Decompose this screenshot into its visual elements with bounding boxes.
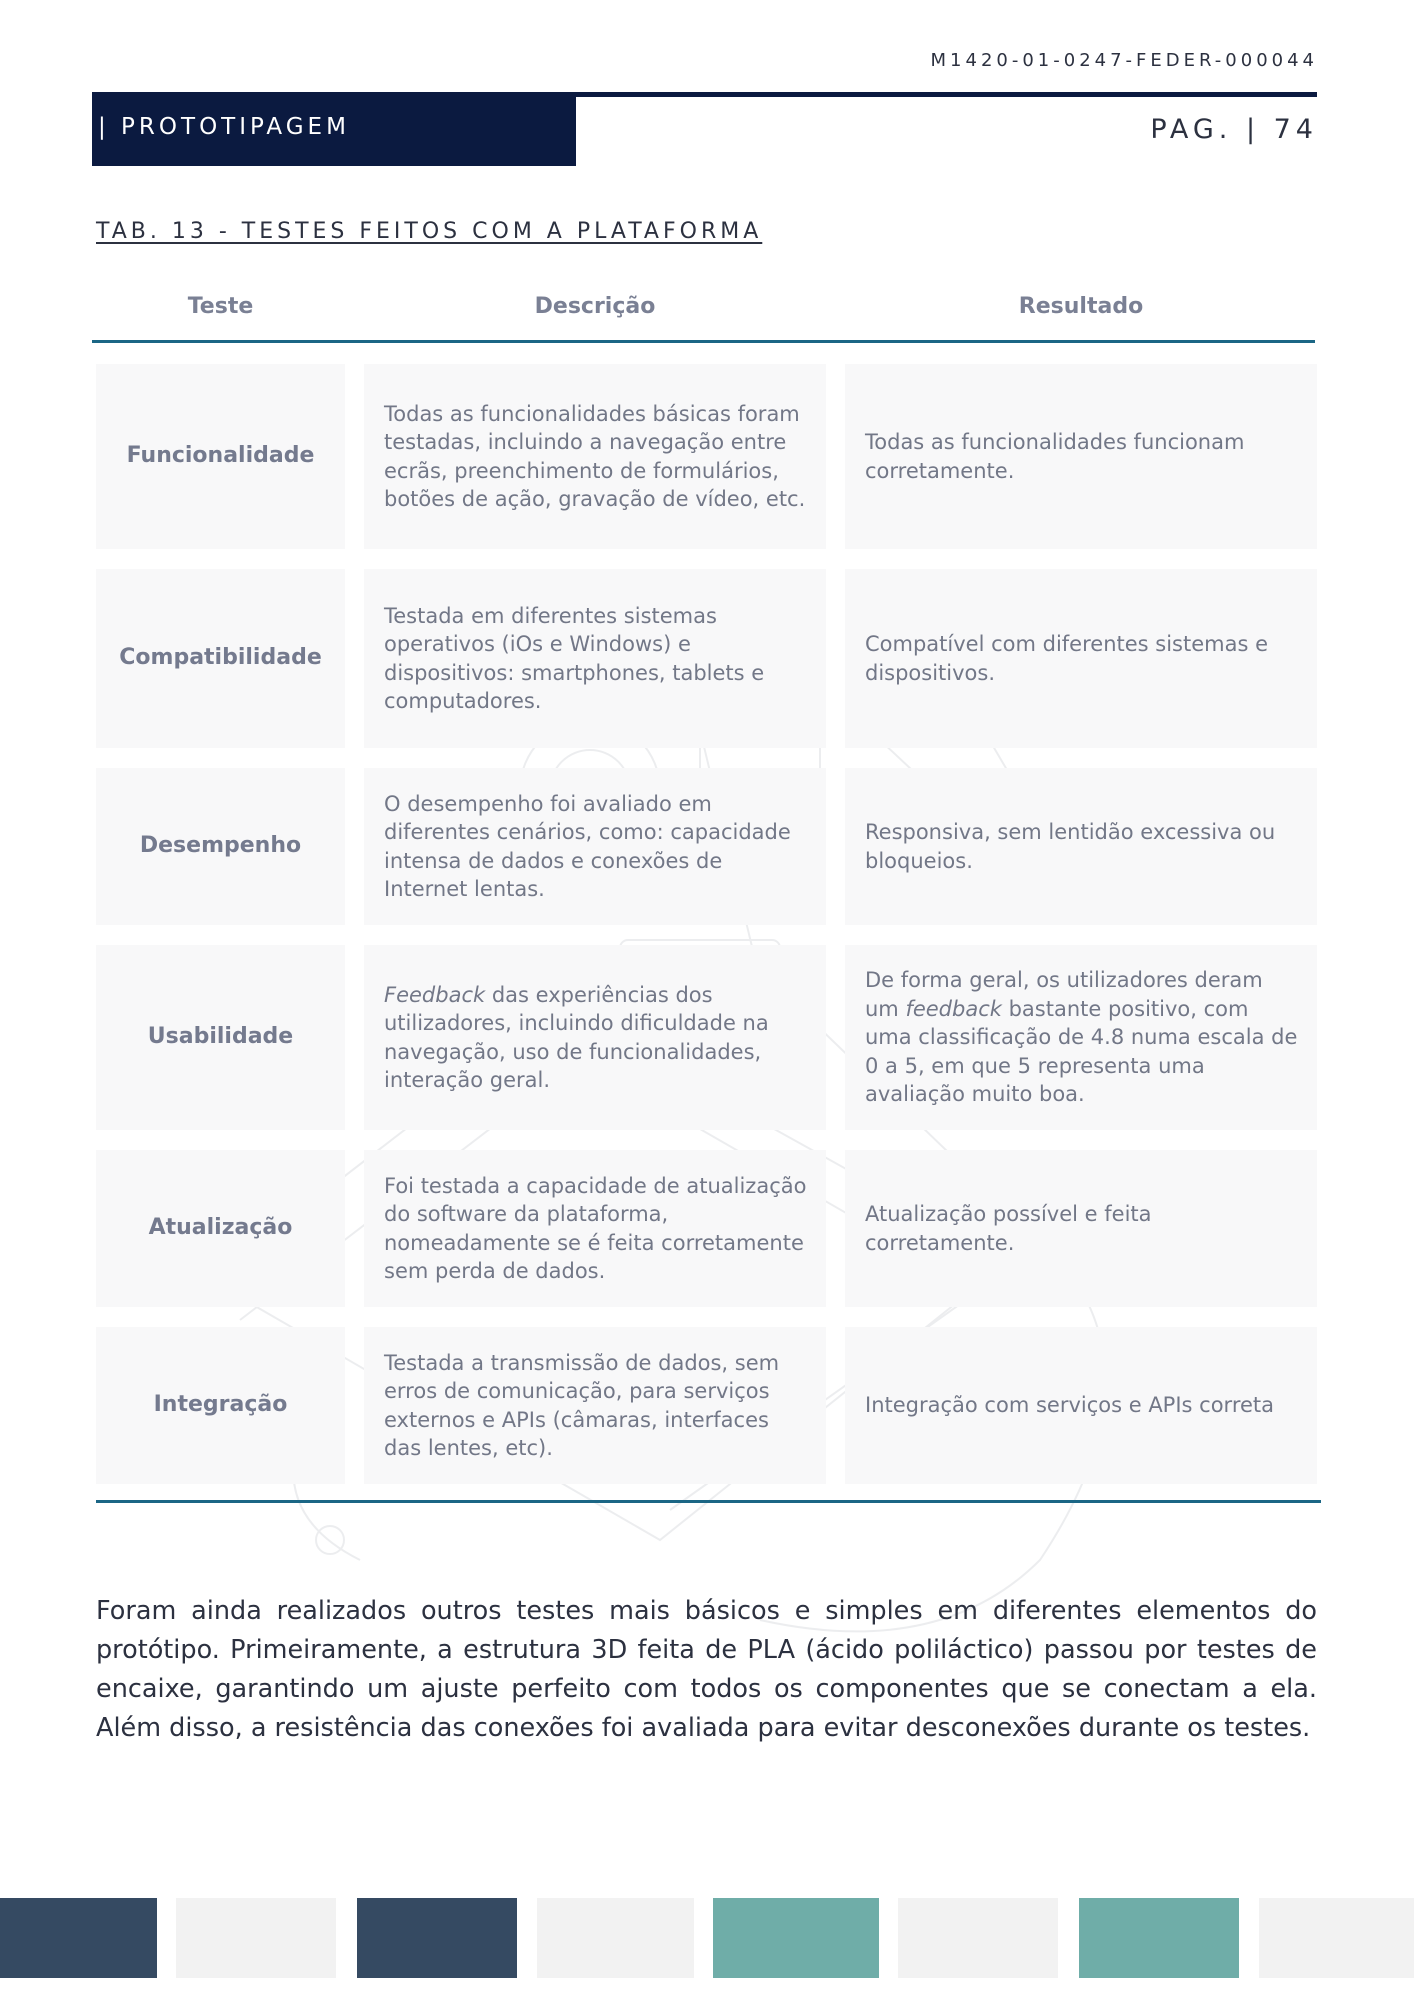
description-cell: Testada em diferentes sistemas operativos (iOs e Windows) e dispositivos: smartphones, tablets e computadores. <box>364 569 826 748</box>
table-row <box>96 768 1317 925</box>
table-bottom-rule <box>96 1500 1321 1503</box>
footer-block <box>898 1898 1058 1978</box>
footer-block <box>713 1898 879 1978</box>
description-cell: Feedback das experiências dos utilizadores, incluindo dificuldade na navegação, uso de funcionalidades, interação geral. <box>364 945 826 1130</box>
table-row <box>96 569 1317 748</box>
test-name-cell: Funcionalidade <box>96 364 345 549</box>
footer-block <box>176 1898 336 1978</box>
result-cell: De forma geral, os utilizadores deram um feedback bastante positivo, com uma classificação de 4.8 numa escala de 0 a 5, em que 5 representa uma avaliação muito boa. <box>845 945 1317 1130</box>
table-row <box>96 364 1317 549</box>
result-cell: Atualização possível e feita corretamente. <box>845 1150 1317 1307</box>
test-name-cell: Integração <box>96 1327 345 1484</box>
footer-block <box>1079 1898 1239 1978</box>
footer-block <box>1259 1898 1414 1978</box>
description-cell: Foi testada a capacidade de atualização do software da plataforma, nomeadamente se é feita corretamente sem perda de dados. <box>364 1150 826 1307</box>
test-name-cell: Atualização <box>96 1150 345 1307</box>
column-header-teste: Teste <box>187 294 254 319</box>
description-cell: O desempenho foi avaliado em diferentes cenários, como: capacidade intensa de dados e conexões de Internet lentas. <box>364 768 826 925</box>
result-cell: Todas as funcionalidades funcionam corretamente. <box>845 364 1317 549</box>
page-number: PAG. | 74 <box>1150 114 1318 145</box>
description-cell: Todas as funcionalidades básicas foram testadas, incluindo a navegação entre ecrãs, preenchimento de formulários, botões de ação, gravação de vídeo, etc. <box>364 364 826 549</box>
test-name-cell: Usabilidade <box>96 945 345 1130</box>
footer-block <box>357 1898 517 1978</box>
result-cell: Responsiva, sem lentidão excessiva ou bloqueios. <box>845 768 1317 925</box>
table-row <box>96 945 1317 1130</box>
footer-block <box>537 1898 694 1978</box>
result-cell: Integração com serviços e APIs correta <box>845 1327 1317 1484</box>
column-header-resultado: Resultado <box>1018 294 1144 319</box>
section-title: | PROTOTIPAGEM <box>92 92 576 166</box>
table-caption: TAB. 13 - TESTES FEITOS COM A PLATAFORMA <box>96 219 763 244</box>
table-row <box>96 1327 1317 1484</box>
column-header-descricao: Descrição <box>534 294 656 319</box>
emphasis: Feedback <box>384 982 486 1007</box>
description-cell: Testada a transmissão de dados, sem erros de comunicação, para serviços externos e APIs (câmaras, interfaces das lentes, etc). <box>364 1327 826 1484</box>
emphasis: feedback <box>905 996 1002 1021</box>
body-paragraph: Foram ainda realizados outros testes mais básicos e simples em diferentes elementos do protótipo. Primeiramente, a estrutura 3D feita de PLA (ácido poliláctico) passou por testes de encaixe, garantindo um ajuste perfeito com todos os componentes que se conectam a ela. Além disso, a resistência das conexões foi avaliada para evitar desconexões durante os testes. <box>96 1596 1317 1743</box>
result-cell: Compatível com diferentes sistemas e dispositivos. <box>845 569 1317 748</box>
table-header <box>92 294 1315 343</box>
test-name-cell: Compatibilidade <box>96 569 345 748</box>
test-name-cell: Desempenho <box>96 768 345 925</box>
project-code: M1420-01-0247-FEDER-000044 <box>930 50 1318 71</box>
table-row <box>96 1150 1317 1307</box>
footer-block <box>0 1898 157 1978</box>
